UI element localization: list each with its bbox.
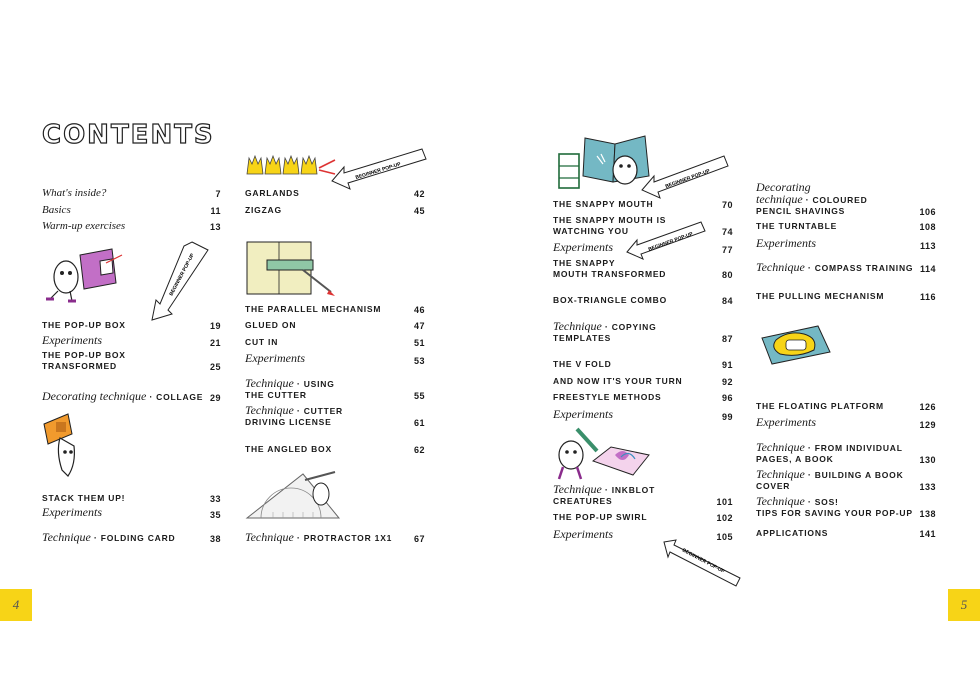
toc-label: APPLICATIONS (756, 528, 829, 538)
toc-page: 101 (716, 497, 733, 507)
toc-label: Warm-up exercises (42, 220, 126, 232)
toc-entry[interactable] (42, 187, 221, 199)
toc-label: Decorating technique · COLLAGE (42, 389, 204, 403)
toc-page: 96 (721, 393, 733, 403)
toc-label: THE PARALLEL MECHANISM (245, 304, 382, 314)
toc-label: GLUED ON (245, 320, 297, 330)
toc-page: 133 (919, 482, 936, 492)
toc-label: Experiments (553, 407, 613, 421)
toc-label: Experiments (756, 415, 816, 429)
inkblot-illustration (553, 425, 651, 483)
toc-page: 130 (919, 455, 936, 465)
toc-page: 116 (919, 292, 936, 302)
toc-entry[interactable] (553, 484, 733, 507)
toc-page: 21 (209, 338, 221, 348)
toc-entry[interactable] (756, 415, 936, 430)
toc-entry[interactable] (553, 407, 733, 422)
toc-page: 55 (413, 391, 425, 401)
toc-entry[interactable] (42, 493, 221, 504)
toc-label: THE ANGLED BOX (245, 444, 332, 454)
toc-label: CUT IN (245, 337, 279, 347)
toc-page: 51 (413, 338, 425, 348)
toc-label: Technique · SOS! TIPS FOR SAVING YOUR POP-UP (756, 494, 913, 518)
toc-page: 141 (919, 529, 936, 539)
toc-entry[interactable] (245, 320, 425, 331)
toc-label: Technique · INKBLOT CREATURES (553, 482, 656, 506)
toc-label: Technique · CUTTER DRIVING LICENSE (245, 403, 343, 427)
badge-text: BEGINNER POP-UP (664, 168, 711, 190)
arrow-badge-icon (662, 538, 744, 590)
toc-label: Technique · BUILDING A BOOK COVER (756, 467, 904, 491)
toc-entry[interactable] (756, 182, 936, 217)
toc-entry[interactable] (245, 405, 425, 428)
toc-page: 42 (413, 189, 425, 199)
toc-page: 19 (209, 321, 221, 331)
toc-page: 102 (716, 513, 733, 523)
badge-text: BEGINNER POP-UP (681, 547, 726, 575)
toc-label: THE POP-UP BOX (42, 320, 126, 330)
arrow-badge-icon (625, 218, 710, 258)
toc-page: 38 (209, 534, 221, 544)
arrow-badge-icon (150, 240, 210, 322)
toc-entry[interactable] (42, 505, 221, 520)
toc-entry[interactable] (245, 304, 425, 315)
toc-page: 87 (721, 334, 733, 344)
toc-entry[interactable] (756, 528, 936, 539)
parallel-mechanism-illustration (245, 240, 335, 298)
toc-page: 35 (209, 510, 221, 520)
toc-label: What's inside? (42, 187, 107, 199)
toc-label: Technique · PROTRACTOR 1X1 (245, 530, 393, 544)
toc-label: Experiments (553, 527, 613, 541)
page-title: CONTENTS (42, 120, 215, 150)
garland-illustration (243, 152, 338, 178)
toc-label: STACK THEM UP! (42, 493, 126, 503)
toc-page: 70 (721, 200, 733, 210)
toc-page: 46 (413, 305, 425, 315)
toc-entry[interactable] (756, 496, 936, 519)
toc-label: BOX-TRIANGLE COMBO (553, 295, 668, 305)
toc-label: Experiments (553, 240, 613, 254)
toc-entry[interactable] (42, 333, 221, 348)
toc-page: 29 (209, 393, 221, 403)
toc-entry[interactable] (245, 337, 425, 348)
toc-page: 62 (413, 445, 425, 455)
toc-entry[interactable] (553, 295, 733, 306)
toc-label: FREESTYLE METHODS (553, 392, 662, 402)
toc-page: 99 (721, 412, 733, 422)
toc-label: Experiments (42, 333, 102, 347)
toc-entry[interactable] (245, 205, 425, 216)
badge-text: BEGINNER POP-UP (354, 161, 402, 181)
toc-page: 74 (721, 227, 733, 237)
toc-label: THE FLOATING PLATFORM (756, 401, 884, 411)
toc-page: 11 (210, 206, 221, 216)
arrow-badge-icon (330, 145, 430, 190)
toc-entry[interactable] (42, 532, 221, 544)
protractor-illustration (243, 470, 343, 522)
toc-label: Basics (42, 204, 71, 216)
toc-page: 108 (919, 222, 936, 232)
toc-label: THE PULLING MECHANISM (756, 291, 885, 301)
toc-entry[interactable] (245, 444, 425, 455)
toc-entry[interactable] (42, 204, 221, 216)
toc-entry[interactable] (553, 376, 733, 387)
toc-page: 25 (209, 362, 221, 372)
toc-page: 113 (919, 241, 936, 251)
page-number-right: 5 (948, 589, 980, 621)
toc-entry[interactable] (756, 221, 936, 232)
toc-label: THE POP-UP BOX TRANSFORMED (42, 350, 126, 371)
toc-entry[interactable] (245, 532, 425, 544)
toc-label: THE SNAPPY MOUTH IS WATCHING YOU (553, 215, 667, 236)
toc-entry[interactable] (553, 199, 733, 210)
toc-page: 45 (413, 206, 425, 216)
toc-label: THE SNAPPY MOUTH (553, 199, 654, 209)
toc-entry[interactable] (245, 378, 425, 401)
floating-platform-illustration (758, 322, 833, 366)
toc-page: 80 (721, 270, 733, 280)
toc-label: Experiments (756, 236, 816, 250)
toc-entry[interactable] (756, 236, 936, 251)
toc-label: THE SNAPPY MOUTH TRANSFORMED (553, 258, 667, 279)
toc-entry[interactable] (245, 351, 425, 366)
toc-page: 47 (413, 321, 425, 331)
toc-entry[interactable] (756, 442, 936, 465)
toc-label: THE POP-UP SWIRL (553, 512, 648, 522)
toc-page: 53 (413, 356, 425, 366)
toc-entry[interactable] (756, 262, 936, 274)
toc-label: Technique · COPYING TEMPLATES (553, 319, 657, 343)
toc-label: THE V FOLD (553, 359, 612, 369)
toc-page: 7 (215, 189, 221, 199)
toc-entry[interactable] (553, 258, 733, 280)
toc-label: GARLANDS (245, 188, 300, 198)
badge-text: BEGINNER POP-UP (168, 252, 196, 297)
toc-page: 129 (919, 420, 936, 430)
stack-illustration (42, 412, 92, 482)
toc-label: Technique · COMPASS TRAINING (756, 260, 914, 274)
toc-entry[interactable] (42, 350, 221, 372)
page-number-left: 4 (0, 589, 32, 621)
snappy-mouth-illustration (553, 132, 658, 192)
toc-label: Technique · FOLDING CARD (42, 530, 176, 544)
toc-page: 67 (413, 534, 425, 544)
toc-page: 91 (721, 360, 733, 370)
toc-label: Experiments (245, 351, 305, 365)
toc-page: 138 (919, 509, 936, 519)
toc-page: 84 (721, 296, 733, 306)
toc-entry[interactable] (42, 220, 221, 232)
toc-label: Technique · USING THE CUTTER (245, 376, 335, 400)
toc-label: Experiments (42, 505, 102, 519)
toc-page: 77 (721, 245, 733, 255)
toc-page: 61 (413, 418, 425, 428)
toc-label: Technique · FROM INDIVIDUAL PAGES, A BOOK (756, 440, 903, 464)
toc-page: 126 (919, 402, 936, 412)
popup-box-illustration (42, 243, 137, 308)
toc-entry[interactable] (42, 391, 221, 403)
badge-text: BEGINNER POP-UP (647, 231, 694, 253)
toc-entry[interactable] (553, 359, 733, 370)
toc-entry[interactable] (756, 291, 936, 302)
toc-page: 33 (209, 494, 221, 504)
toc-label: Decorating technique · COLOURED PENCIL SHAVINGS (756, 180, 868, 216)
toc-entry[interactable] (756, 401, 936, 412)
toc-entry[interactable] (553, 321, 733, 344)
toc-page: 105 (716, 532, 733, 542)
toc-entry[interactable] (756, 469, 936, 492)
toc-page: 13 (209, 222, 221, 232)
toc-label: THE TURNTABLE (756, 221, 838, 231)
toc-page: 106 (919, 207, 936, 217)
toc-page: 92 (721, 377, 733, 387)
toc-entry[interactable] (553, 512, 733, 523)
toc-label: AND NOW IT'S YOUR TURN (553, 376, 683, 386)
toc-page: 114 (919, 264, 936, 274)
toc-label: ZIGZAG (245, 205, 282, 215)
toc-entry[interactable] (553, 392, 733, 403)
